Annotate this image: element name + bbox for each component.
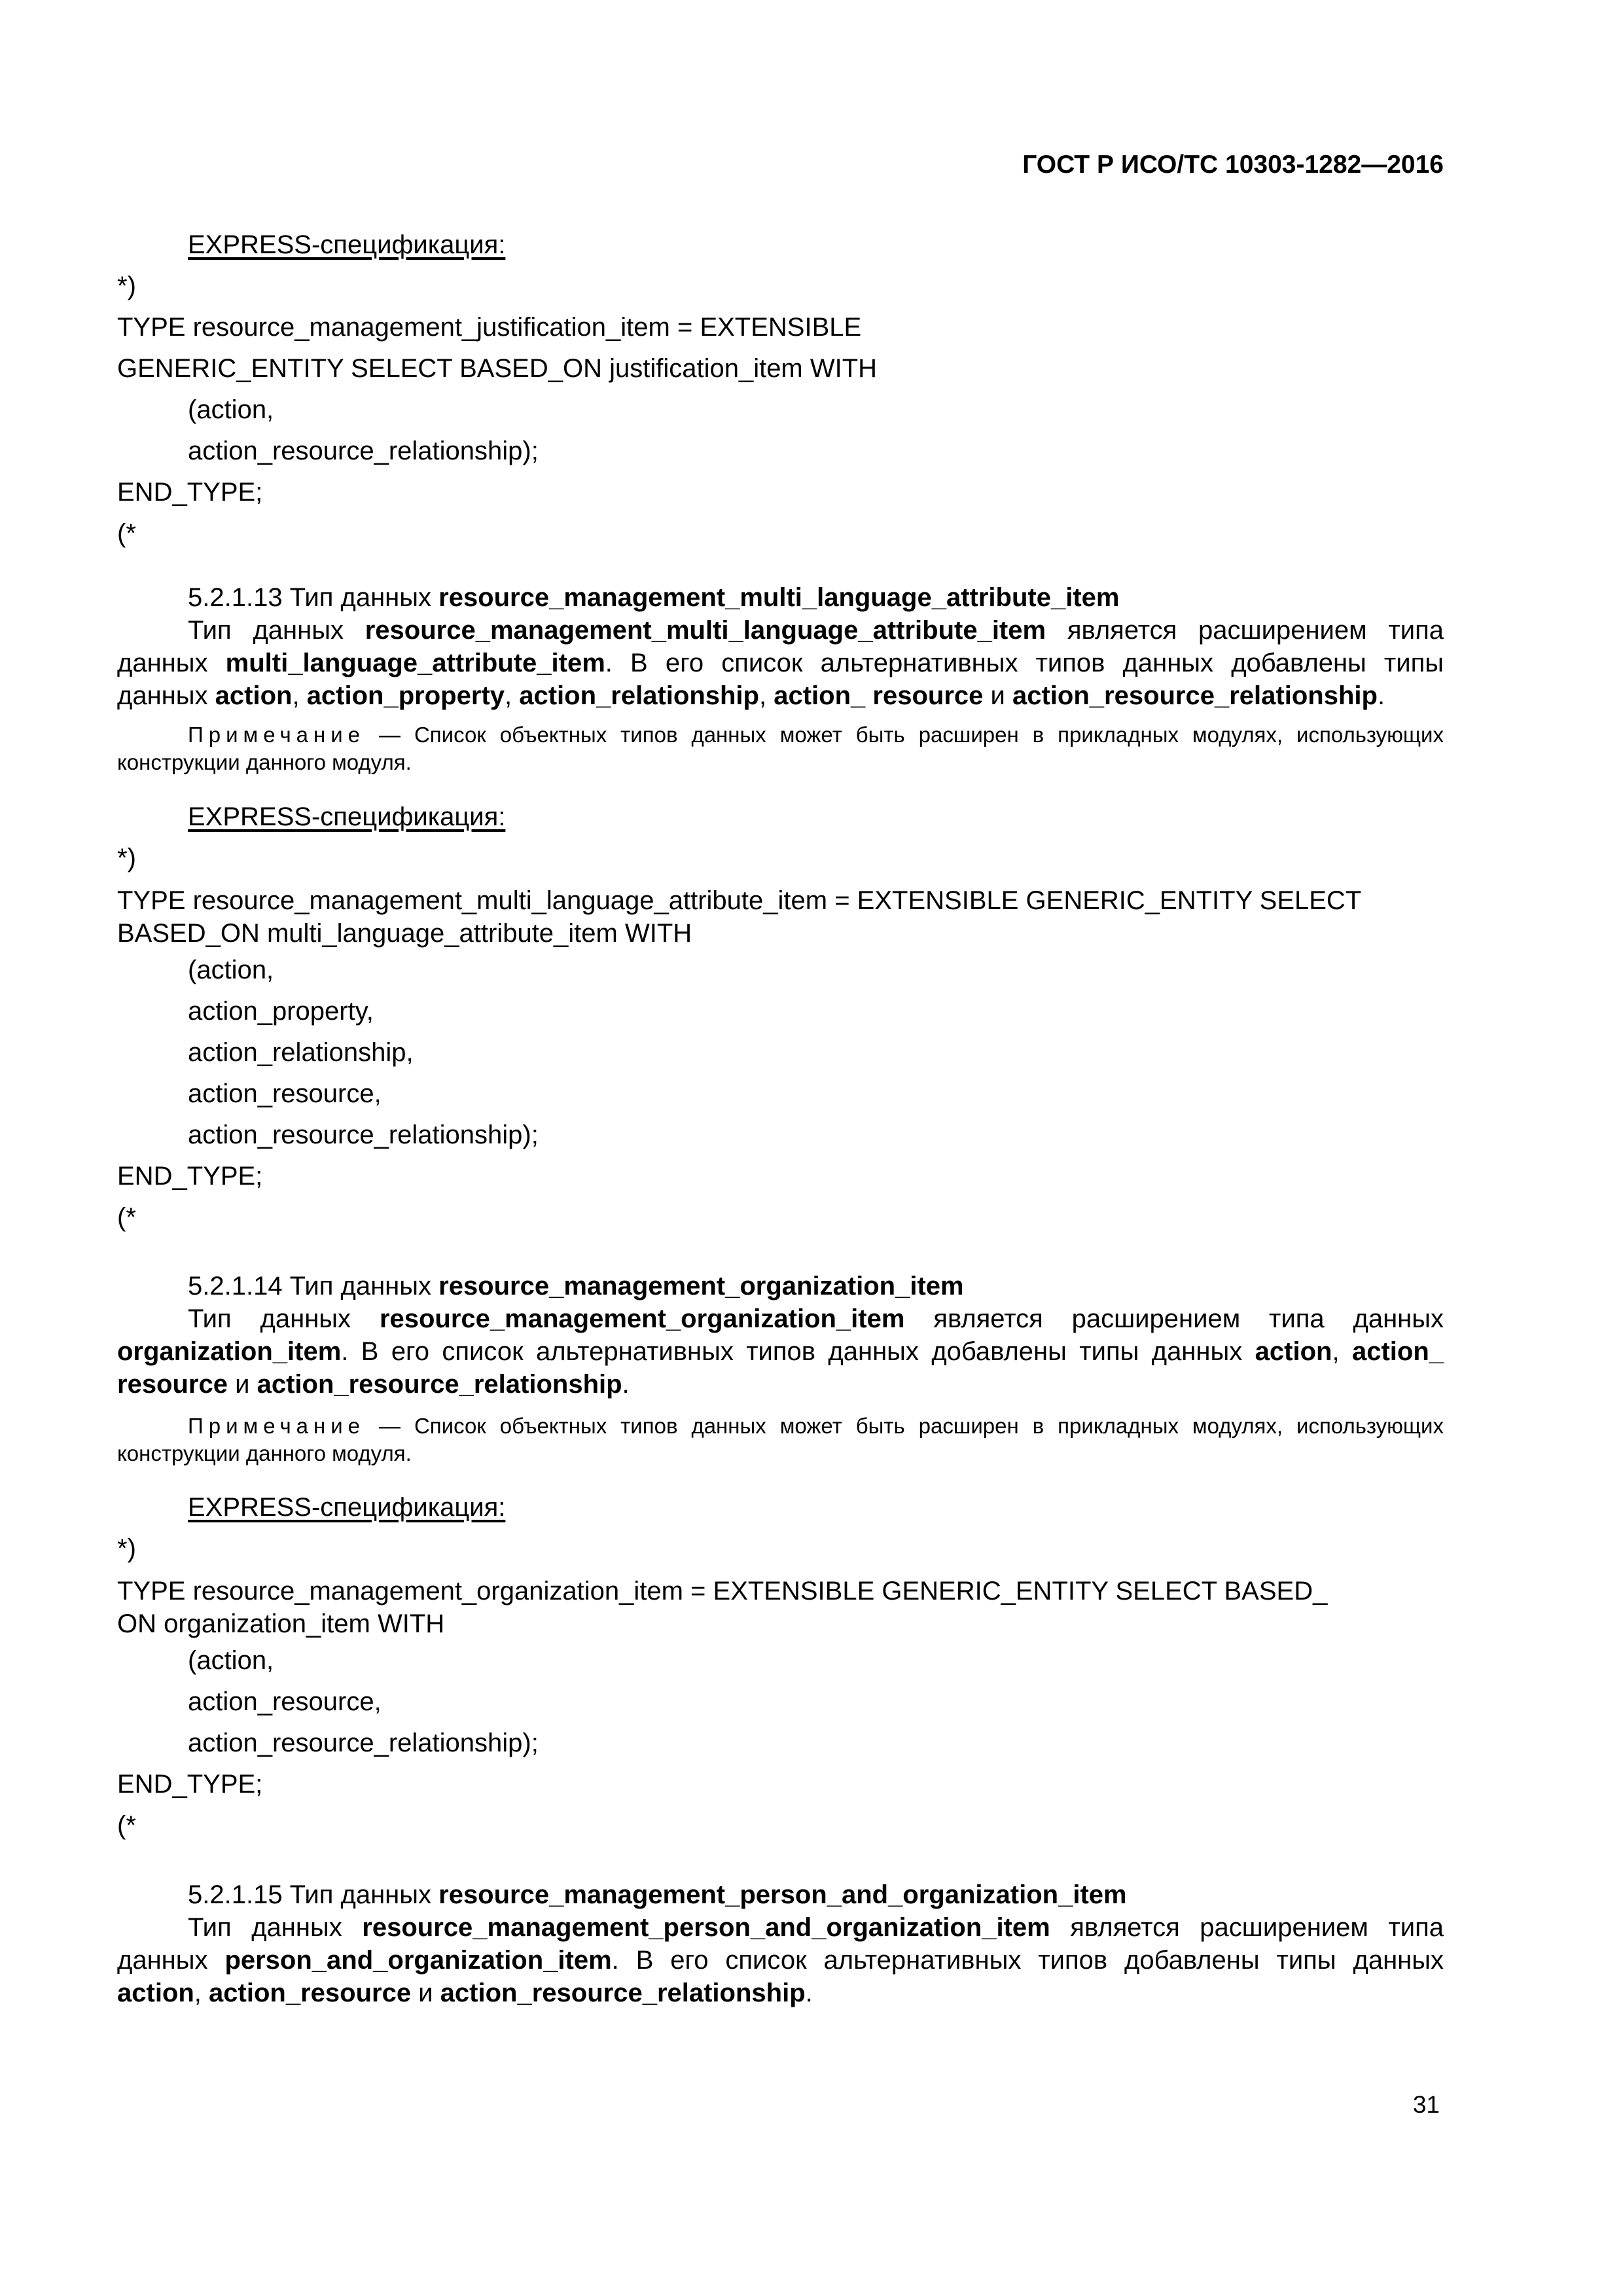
code-line: *): [117, 844, 136, 872]
code-line: action_relationship,: [188, 1038, 414, 1067]
express-spec-label: EXPRESS-спецификация:: [188, 230, 506, 259]
note: [117, 1412, 1444, 1467]
standard-designation: ГОСТ Р ИСО/ТС 10303-1282—2016: [1022, 151, 1444, 179]
section-paragraph: Тип данных resource_management_organization_item является расширением типа данных organization_item. В его список альтернативных типов данных добавлены типы данных action, action_ resource и action_resource_relationship.: [117, 1304, 1444, 1399]
code-line: TYPE resource_management_organization_item = EXTENSIBLE GENERIC_ENTITY SELECT BASED_: [117, 1577, 1328, 1605]
express-block-justification: [117, 224, 1444, 554]
section-paragraph: Тип данных resource_management_multi_language_attribute_item является расширением типа данных multi_language_attribute_item. В его список альтернативных типов данных добавлены типы данных action, action_property, action_relationship, action_ resource и action_resource_relationship.: [117, 616, 1444, 710]
code-line: action_resource_relationship);: [188, 437, 539, 465]
code-line: *): [117, 272, 136, 300]
code-line: BASED_ON multi_language_attribute_item WITH: [117, 919, 692, 948]
note: [117, 721, 1444, 776]
section-paragraph: Тип данных resource_management_person_and_organization_item является расширением типа данных person_and_organization_item. В его список альтернативных типов добавлены типы данных action, action_resource и action_resource_relationship.: [117, 1913, 1444, 2007]
section-title: 5.2.1.13 Тип данных resource_management_multi_language_attribute_item: [188, 583, 1120, 612]
note-label: Примечание: [188, 1414, 366, 1438]
code-line: (*: [117, 1203, 136, 1232]
code-line: action_resource,: [188, 1079, 382, 1108]
section-5-2-1-15: [117, 1878, 1444, 2009]
code-line: (action,: [188, 395, 274, 424]
note-label: Примечание: [188, 723, 366, 747]
section-title: 5.2.1.15 Тип данных resource_management_person_and_organization_item: [188, 1880, 1127, 1909]
code-line: action_resource_relationship);: [188, 1729, 539, 1757]
code-line: TYPE resource_management_justification_item = EXTENSIBLE: [117, 313, 862, 342]
section-5-2-1-13: [117, 581, 1444, 712]
code-line: END_TYPE;: [117, 478, 263, 507]
express-block-organization: [117, 1487, 1444, 1846]
code-line: (*: [117, 519, 136, 548]
code-line: (*: [117, 1811, 136, 1840]
section-title: 5.2.1.14 Тип данных resource_management_organization_item: [188, 1272, 964, 1300]
code-line: *): [117, 1534, 136, 1563]
code-line: action_property,: [188, 997, 374, 1026]
code-line: (action,: [188, 1646, 274, 1675]
express-spec-label: EXPRESS-спецификация:: [188, 802, 506, 831]
code-line: ON organization_item WITH: [117, 1609, 445, 1638]
note-text: — Список объектных типов данных может быть расширен в прикладных модулях, использующих конструкции данного модуля.: [117, 1414, 1444, 1465]
note-text: — Список объектных типов данных может быть расширен в прикладных модулях, использующих конструкции данного модуля.: [117, 723, 1444, 774]
express-spec-label: EXPRESS-спецификация:: [188, 1493, 506, 1522]
code-line: END_TYPE;: [117, 1770, 263, 1799]
code-line: action_resource,: [188, 1687, 382, 1716]
code-line: action_resource_relationship);: [188, 1121, 539, 1149]
section-5-2-1-14: [117, 1270, 1444, 1401]
code-line: TYPE resource_management_multi_language_attribute_item = EXTENSIBLE GENERIC_ENTITY SELECT: [117, 886, 1362, 915]
code-line: END_TYPE;: [117, 1162, 263, 1191]
express-block-multi-language: [117, 797, 1444, 1238]
code-line: (action,: [188, 956, 274, 984]
page-number: 31: [1412, 2091, 1440, 2118]
code-line: GENERIC_ENTITY SELECT BASED_ON justification_item WITH: [117, 354, 878, 383]
